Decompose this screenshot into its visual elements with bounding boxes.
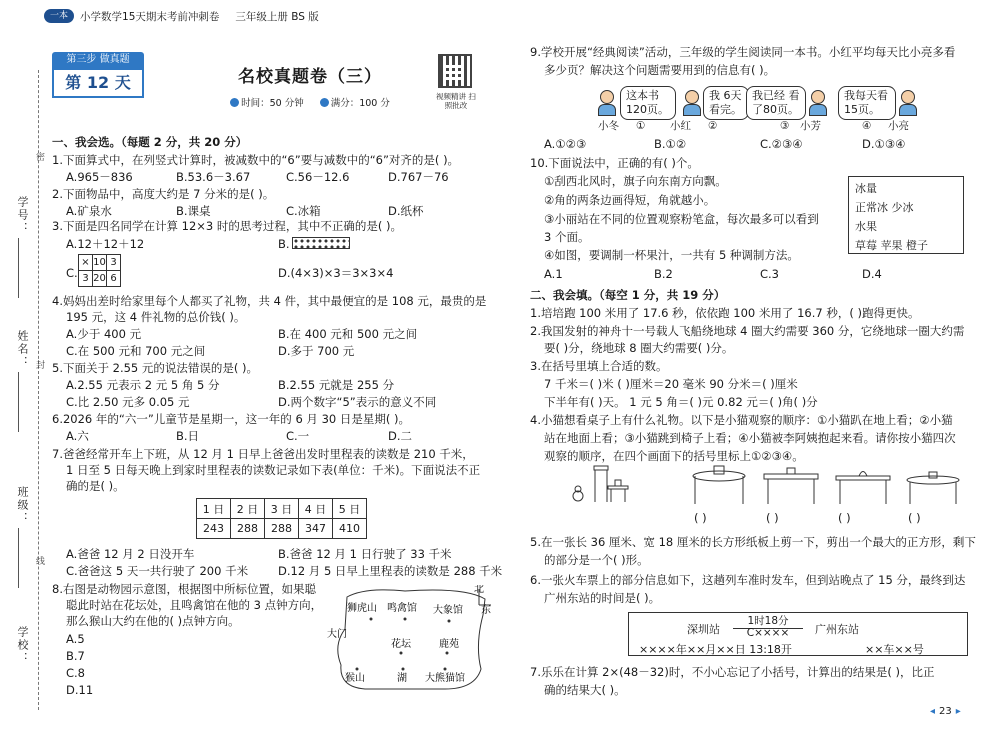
q8-option-a[interactable]: A.5 bbox=[66, 632, 85, 646]
fill-5-line2: 的部分是一个( )形。 bbox=[544, 553, 649, 567]
marker-1: ① bbox=[636, 120, 646, 132]
q7-option-d[interactable]: D.12 月 5 日早上里程表的读数是 288 千米 bbox=[278, 564, 503, 578]
q10-option-b[interactable]: B.2 bbox=[654, 267, 673, 281]
person-icon bbox=[320, 98, 329, 107]
q5-option-a[interactable]: A.2.55 元表示 2 元 5 角 5 分 bbox=[66, 378, 220, 392]
scene-view-2 bbox=[760, 462, 822, 508]
q1-option-c[interactable]: C.56－12.6 bbox=[286, 170, 350, 184]
paper-meta bbox=[200, 95, 420, 109]
train-ticket bbox=[628, 612, 968, 656]
q2-stem: 2.下面物品中，高度大约是 7 分米的是( )。 bbox=[52, 187, 275, 201]
q4-option-b[interactable]: B.在 400 元和 500 元之间 bbox=[278, 327, 418, 341]
class-label: 班级： bbox=[16, 486, 29, 525]
fill-1: 1.培培跑 100 米用了 17.6 秒，依依跑 100 米用了 16.7 秒，( )跑得更快。 bbox=[530, 306, 920, 320]
q10-item-1: ①刮西北风时，旗子向东南方向飘。 bbox=[544, 174, 727, 188]
student-xiaoliang-icon bbox=[898, 90, 918, 116]
q6-stem: 6.2026 年的“六一”儿童节是星期一，这一年的 6 月 30 日是星期( )。 bbox=[52, 412, 411, 426]
marker-3: ③ bbox=[780, 120, 790, 132]
student-number-line[interactable] bbox=[18, 238, 19, 298]
q7-option-b[interactable]: B.爸爸 12 月 1 日行驶了 33 千米 bbox=[278, 547, 452, 561]
bubble-1: 这本书 120页。 bbox=[620, 86, 676, 120]
fill-3-row1: 7 千米＝( )米 ( )厘米＝20 毫米 90 分米＝( )厘米 bbox=[544, 377, 798, 391]
cut-line bbox=[38, 70, 39, 710]
q1-option-a[interactable]: A.965－836 bbox=[66, 170, 133, 184]
q7-stem-line1: 7.爸爸经常开车上下班，从 12 月 1 日早上爸爸出发时里程表的读数是 210 千米， bbox=[52, 447, 474, 461]
q3-option-d[interactable]: D.(4×3)×3＝3×3×4 bbox=[278, 266, 394, 280]
dot-array-figure bbox=[292, 237, 350, 249]
map-bird-hall: 鸣禽馆 bbox=[387, 603, 417, 614]
menu-line: 正常冰 少冰 bbox=[855, 201, 914, 214]
q9-option-a[interactable]: A.①②③ bbox=[544, 137, 587, 151]
cut-mark-line: 线 bbox=[34, 556, 44, 565]
q10-item-3-cont: 3 个面。 bbox=[544, 230, 590, 244]
q10-option-c[interactable]: C.3 bbox=[760, 267, 780, 281]
q3-stem: 3.下面是四名同学在计算 12×3 时的思考过程，其中不正确的是( )。 bbox=[52, 219, 402, 233]
q6-option-a[interactable]: A.六 bbox=[66, 429, 89, 443]
q2-option-c[interactable]: C.冰箱 bbox=[286, 204, 321, 218]
scene-blank-3[interactable]: ( ) bbox=[838, 511, 851, 525]
step-label: 第三步 做真题 bbox=[52, 52, 144, 68]
score-info: 满分：100 分 bbox=[320, 95, 390, 109]
student-dongdong-icon bbox=[597, 90, 617, 116]
brand-logo: 一本 bbox=[44, 9, 74, 23]
qr-code-icon[interactable] bbox=[438, 54, 472, 88]
q10-option-a[interactable]: A.1 bbox=[544, 267, 563, 281]
table-head-cell: 4 日 bbox=[299, 499, 333, 519]
ticket-duration: 1时18分 bbox=[733, 613, 803, 629]
bubble-3: 我已经 看了80页。 bbox=[746, 86, 806, 120]
q7-stem-line2: 1 日至 5 日每天晚上到家时里程表的读数记录如下表(单位：千米)。下面说法不正 bbox=[66, 463, 481, 477]
name-dongdong: 小冬 bbox=[598, 120, 619, 132]
map-panda-hall: 大熊猫馆 bbox=[425, 673, 465, 684]
table-head-cell: 3 日 bbox=[265, 499, 299, 519]
q8-stem-line1: 8.右图是动物园示意图，根据图中所标位置，如果聪 bbox=[52, 582, 316, 596]
q7-option-c[interactable]: C.爸爸这 5 天一共行驶了 200 千米 bbox=[66, 564, 249, 578]
q8-option-c[interactable]: C.8 bbox=[66, 666, 86, 680]
q5-option-c[interactable]: C.比 2.50 元多 0.05 元 bbox=[66, 395, 190, 409]
q1-option-d[interactable]: D.767－76 bbox=[388, 170, 449, 184]
student-xiaofang-icon bbox=[808, 90, 828, 116]
q2-option-a[interactable]: A.矿泉水 bbox=[66, 204, 112, 218]
q3-option-a[interactable]: A.12＋12＋12 bbox=[66, 237, 145, 251]
fill-6-line2: 广州东站的时间是( )。 bbox=[544, 591, 661, 605]
fill-2-line1: 2.我国发射的神舟十一号载人飞船绕地球 4 圈大约需要 360 分，它绕地球一圈大约需 bbox=[530, 324, 965, 338]
grid-cell: 6 bbox=[107, 271, 121, 287]
q7-stem-line3: 确的是( )。 bbox=[66, 479, 125, 493]
q2-option-b[interactable]: B.课桌 bbox=[176, 204, 211, 218]
q4-option-c[interactable]: C.在 500 元和 700 元之间 bbox=[66, 344, 206, 358]
school-label: 学校： bbox=[16, 626, 29, 665]
scene-view-3 bbox=[832, 462, 894, 508]
map-north: 北 bbox=[474, 585, 484, 595]
bubble-4: 我每天看 15页。 bbox=[838, 86, 896, 120]
q10-option-d[interactable]: D.4 bbox=[862, 267, 882, 281]
q9-option-b[interactable]: B.①② bbox=[654, 137, 687, 151]
marker-4: ④ bbox=[862, 120, 872, 132]
q9-option-c[interactable]: C.②③④ bbox=[760, 137, 803, 151]
q6-option-b[interactable]: B.日 bbox=[176, 429, 200, 443]
zoo-map bbox=[325, 585, 495, 695]
student-name-line[interactable] bbox=[18, 372, 19, 432]
fill-5-line1: 5.在一张长 36 厘米、宽 18 厘米的长方形纸板上剪一下，剪出一个最大的正方形，剩下 bbox=[530, 535, 976, 549]
table-head-cell: 1 日 bbox=[197, 499, 231, 519]
table-head-cell: 5 日 bbox=[333, 499, 367, 519]
q5-stem: 5.下面关于 2.55 元的说法错误的是( )。 bbox=[52, 361, 259, 375]
section-choice-title: 一、我会选。（每题 2 分，共 20 分） bbox=[52, 135, 248, 149]
ticket-datetime: ××××年××月××日 13:18开 bbox=[639, 643, 792, 656]
q6-option-d[interactable]: D.二 bbox=[388, 429, 413, 443]
clock-icon bbox=[230, 98, 239, 107]
fill-2-line2: 要( )分，绕地球 8 圈大约需要( )分。 bbox=[544, 341, 734, 355]
q5-option-d[interactable]: D.两个数字“5”表示的意义不同 bbox=[278, 395, 437, 409]
fill-3-stem: 3.在括号里填上合适的数。 bbox=[530, 359, 668, 373]
q8-stem-line2: 聪此时站在花坛处，且鸣禽馆在他的 3 点钟方向， bbox=[66, 598, 323, 612]
q3-option-c[interactable]: C. bbox=[66, 266, 78, 280]
series-header bbox=[44, 6, 514, 26]
menu-line: 冰量 bbox=[855, 182, 877, 195]
q10-item-4: ④如图，要调制一杯果汁，一共有 5 种调制方法。 bbox=[544, 248, 799, 262]
q1-stem: 1.下面算式中，在列竖式计算时，被减数中的“6”要与减数中的“6”对齐的是( )。 bbox=[52, 153, 460, 167]
grid-cell: × bbox=[79, 255, 93, 271]
fill-4-line1: 4.小猫想看桌子上有什么礼物。以下是小猫观察的顺序：①小猫趴在地上看；②小猫 bbox=[530, 413, 953, 427]
map-flower-bed: 花坛 bbox=[391, 639, 411, 650]
fill-4-line3: 观察的顺序，在四个画面下的括号里标上①②③④。 bbox=[544, 449, 804, 463]
fill-3-row2: 下半年有( )天。 1 元 5 角＝( )元 0.82 元＝( )角( )分 bbox=[544, 395, 818, 409]
map-lion-tiger-hill: 狮虎山 bbox=[347, 603, 377, 614]
q9-stem-line2: 多少页？解决这个问题需要用到的信息有( )。 bbox=[544, 63, 776, 77]
class-line[interactable] bbox=[18, 528, 19, 588]
menu-line: 水果 bbox=[855, 220, 877, 233]
q4-stem-line1: 4.妈妈出差时给家里每个人都买了礼物，共 4 件，其中最便宜的是 108 元，最贵的是 bbox=[52, 294, 487, 308]
odometer-table bbox=[196, 498, 367, 539]
scene-cat-chair-table bbox=[568, 462, 630, 508]
q4-option-d[interactable]: D.多于 700 元 bbox=[278, 344, 355, 358]
grade-edition: 三年级上册 BS 版 bbox=[235, 10, 319, 23]
q9-stem-line1: 9.学校开展“经典阅读”活动，三年级的学生阅读同一本书。小红平均每天比小亮多看 bbox=[530, 45, 956, 59]
student-number-label: 学号： bbox=[16, 196, 29, 235]
table-cell: 243 bbox=[197, 519, 231, 539]
cut-mark-seal: 密 bbox=[34, 152, 44, 161]
paper-header bbox=[200, 62, 420, 109]
q2-option-d[interactable]: D.纸杯 bbox=[388, 204, 424, 218]
scene-view-4 bbox=[902, 462, 964, 508]
map-lake: 湖 bbox=[397, 673, 407, 684]
scene-blank-4[interactable]: ( ) bbox=[908, 511, 921, 525]
series-title: 小学数学15天期末考前冲刺卷 bbox=[80, 10, 220, 23]
table-cell: 410 bbox=[333, 519, 367, 539]
q3-option-b[interactable]: B. bbox=[278, 237, 290, 251]
q4-option-a[interactable]: A.少于 400 元 bbox=[66, 327, 142, 341]
ticket-seat: ××车××号 bbox=[865, 643, 924, 656]
table-cell: 347 bbox=[299, 519, 333, 539]
page-number: ◂ 23 ▸ bbox=[930, 706, 961, 717]
grid-cell: 20 bbox=[93, 271, 107, 287]
bubble-2: 我 6天 看完。 bbox=[703, 86, 749, 120]
q7-option-a[interactable]: A.爸爸 12 月 2 日没开车 bbox=[66, 547, 195, 561]
multiplication-grid bbox=[78, 254, 121, 287]
section-fill-title: 二、我会填。（每空 1 分，共 19 分） bbox=[530, 288, 726, 302]
student-name-label: 姓名： bbox=[16, 330, 29, 369]
day-badge bbox=[52, 52, 144, 100]
q8-stem-line3: 那么猴山大约在他的( )点钟方向。 bbox=[66, 614, 240, 628]
map-east: 东 bbox=[481, 605, 491, 616]
fill-7-line1: 7.乐乐在计算 2×(48－32)时，不小心忘记了小括号，计算出的结果是( )，比正 bbox=[530, 665, 935, 679]
map-elephant-hall: 大象馆 bbox=[433, 605, 463, 616]
q4-stem-line2: 195 元，这 4 件礼物的总价钱( )。 bbox=[66, 310, 246, 324]
q6-option-c[interactable]: C.一 bbox=[286, 429, 310, 443]
name-xiaoliang: 小亮 bbox=[888, 120, 909, 132]
map-gate: 大门 bbox=[327, 629, 347, 640]
scene-blank-2[interactable]: ( ) bbox=[766, 511, 779, 525]
map-monkey-hill: 猴山 bbox=[345, 673, 365, 684]
grid-cell: 10 bbox=[93, 255, 107, 271]
fill-6-line1: 6.一张火车票上的部分信息如下，这趟列车准时发车，但到站晚点了 15 分，最终到达 bbox=[530, 573, 966, 587]
juice-menu bbox=[848, 176, 964, 254]
grid-cell: 3 bbox=[79, 271, 93, 287]
time-info: 时间：50 分钟 bbox=[230, 95, 304, 109]
cut-mark-close: 封 bbox=[34, 360, 44, 369]
table-cell: 288 bbox=[231, 519, 265, 539]
day-label: 第 12 天 bbox=[52, 68, 144, 98]
ticket-train: C×××× bbox=[746, 627, 790, 639]
table-cell: 288 bbox=[265, 519, 299, 539]
fill-7-line2: 确的结果大( )。 bbox=[544, 683, 626, 697]
menu-line: 草莓 苹果 橙子 bbox=[855, 239, 928, 252]
fill-4-line2: 站在地面上看；③小猫跳到椅子上看；④小猫被李阿姨抱起来看。请你按小猫四次 bbox=[544, 431, 956, 445]
grid-cell: 3 bbox=[107, 255, 121, 271]
q5-option-b[interactable]: B.2.55 元就是 255 分 bbox=[278, 378, 395, 392]
map-deer-park: 鹿苑 bbox=[439, 639, 459, 650]
scene-view-1 bbox=[688, 462, 750, 508]
ticket-from: 深圳站 bbox=[687, 623, 720, 636]
name-xiaofang: 小芳 bbox=[800, 120, 821, 132]
paper-title: 名校真题卷（三） bbox=[238, 67, 382, 87]
marker-2: ② bbox=[708, 120, 718, 132]
q1-option-b[interactable]: B.53.6－3.67 bbox=[176, 170, 251, 184]
student-xiaohong-icon bbox=[682, 90, 702, 116]
ticket-to: 广州东站 bbox=[815, 623, 859, 636]
q9-option-d[interactable]: D.①③④ bbox=[862, 137, 906, 151]
table-head-cell: 2 日 bbox=[231, 499, 265, 519]
binding-strip bbox=[0, 0, 44, 742]
name-xiaohong: 小红 bbox=[670, 120, 691, 132]
q8-option-d[interactable]: D.11 bbox=[66, 683, 94, 697]
q10-item-2: ②角的两条边画得短，角就越小。 bbox=[544, 193, 716, 207]
scene-blank-1[interactable]: ( ) bbox=[694, 511, 707, 525]
qr-caption: 视频精讲 扫照批改 bbox=[436, 92, 476, 110]
q8-option-b[interactable]: B.7 bbox=[66, 649, 85, 663]
q10-stem: 10.下面说法中，正确的有( )个。 bbox=[530, 156, 699, 170]
q10-item-3: ③小丽站在不同的位置观察粉笔盒，每次最多可以看到 bbox=[544, 212, 819, 226]
